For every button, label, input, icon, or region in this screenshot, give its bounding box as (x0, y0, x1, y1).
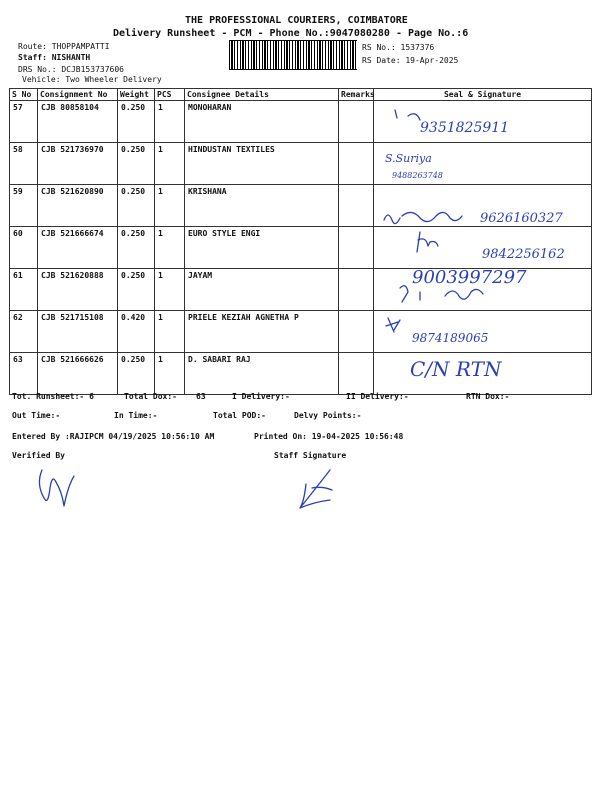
handwritten-phone-57: 9351825911 (420, 120, 510, 136)
total-dox-value: 63 (196, 392, 206, 401)
rtn-dox: RTN Dox:- (466, 392, 510, 401)
col-seal: Seal & Signature (374, 89, 592, 101)
tot-runsheet: Tot. Runsheet:- 6 (12, 392, 94, 401)
runsheet-subtitle: Delivery Runsheet - PCM - Phone No.:9047080280 - Page No.:6 (113, 28, 469, 39)
cell-sno: 60 (10, 227, 38, 269)
staff-label: Staff: NISHANTH (18, 53, 91, 62)
rs-number: RS No.: 1537376 (362, 43, 435, 52)
staff-signature-ink (300, 470, 332, 508)
cell-weight: 0.250 (118, 143, 155, 185)
signature-59 (384, 212, 462, 223)
cell-weight: 0.250 (118, 101, 155, 143)
cell-pcs: 1 (155, 143, 185, 185)
handwritten-phone-58: 9488263748 (392, 171, 443, 180)
cell-pcs: 1 (155, 269, 185, 311)
cell-pcs: 1 (155, 101, 185, 143)
in-time: In Time:- (114, 411, 158, 420)
total-dox-label: Total Dox:- (124, 392, 177, 401)
vehicle-label: Vehicle: Two Wheeler Delivery (22, 75, 162, 84)
handwritten-rtn-63: C/N RTN (410, 357, 502, 381)
cell-pcs: 1 (155, 185, 185, 227)
rs-date: RS Date: 19-Apr-2025 (362, 56, 459, 65)
i-delivery: I Delivery:- (232, 392, 290, 401)
delvy-points: Delvy Points:- (294, 411, 362, 420)
cell-consignment: CJB 521666626 (38, 353, 118, 395)
signature-62 (386, 318, 400, 332)
company-title: THE PROFESSIONAL COURIERS, COIMBATORE (185, 15, 408, 26)
col-consignee: Consignee Details (185, 89, 339, 101)
col-remarks: Remarks (339, 89, 374, 101)
cell-consignee: KRISHANA (185, 185, 339, 227)
cell-consignment: CJB 521620888 (38, 269, 118, 311)
handwritten-name-58: S.Suriya (385, 152, 432, 165)
handwritten-phone-62: 9874189065 (412, 331, 489, 345)
cell-weight: 0.250 (118, 269, 155, 311)
col-consignment: Consignment No (38, 89, 118, 101)
cell-consignee: JAYAM (185, 269, 339, 311)
drs-number: DRS No.: DCJB153737606 (18, 65, 124, 74)
cell-weight: 0.250 (118, 185, 155, 227)
cell-sno: 57 (10, 101, 38, 143)
staff-signature-label: Staff Signature (274, 451, 347, 460)
cell-weight: 0.250 (118, 227, 155, 269)
col-weight: Weight (118, 89, 155, 101)
cell-consignment: CJB 521620890 (38, 185, 118, 227)
out-time: Out Time:- (12, 411, 61, 420)
cell-pcs: 1 (155, 227, 185, 269)
cell-sno: 63 (10, 353, 38, 395)
cell-pcs: 1 (155, 311, 185, 353)
cell-sno: 61 (10, 269, 38, 311)
cell-consignment: CJB 521715108 (38, 311, 118, 353)
cell-consignee: PRIELE KEZIAH AGNETHA P (185, 311, 339, 353)
cell-consignee: HINDUSTAN TEXTILES (185, 143, 339, 185)
cell-sno: 58 (10, 143, 38, 185)
cell-sno: 59 (10, 185, 38, 227)
cell-pcs: 1 (155, 353, 185, 395)
cell-consignee: D. SABARI RAJ (185, 353, 339, 395)
verified-signature (39, 470, 74, 506)
verified-by-label: Verified By (12, 451, 65, 460)
cell-consignment: CJB 80858104 (38, 101, 118, 143)
route-label: Route: THOPPAMPATTI (18, 42, 110, 51)
total-pod: Total POD:- (213, 411, 266, 420)
signature-60 (417, 232, 438, 252)
entered-by: Entered By :RAJIPCM 04/19/2025 10:56:10 AM (12, 432, 215, 441)
cell-weight: 0.250 (118, 353, 155, 395)
signature-57 (395, 110, 420, 120)
signature-61 (400, 286, 483, 302)
col-pcs: PCS (155, 89, 185, 101)
handwritten-phone-60: 9842256162 (482, 247, 565, 262)
cell-consignee: EURO STYLE ENGI (185, 227, 339, 269)
cell-weight: 0.420 (118, 311, 155, 353)
col-sno: S No (10, 89, 38, 101)
handwritten-phone-59: 9626160327 (480, 211, 563, 226)
ii-delivery: II Delivery:- (346, 392, 409, 401)
printed-on: Printed On: 19-04-2025 10:56:48 (254, 432, 404, 441)
cell-consignment: CJB 521666674 (38, 227, 118, 269)
handwritten-phone-61: 9003997297 (412, 267, 527, 288)
cell-consignee: MONOHARAN (185, 101, 339, 143)
cell-consignment: CJB 521736970 (38, 143, 118, 185)
cell-sno: 62 (10, 311, 38, 353)
